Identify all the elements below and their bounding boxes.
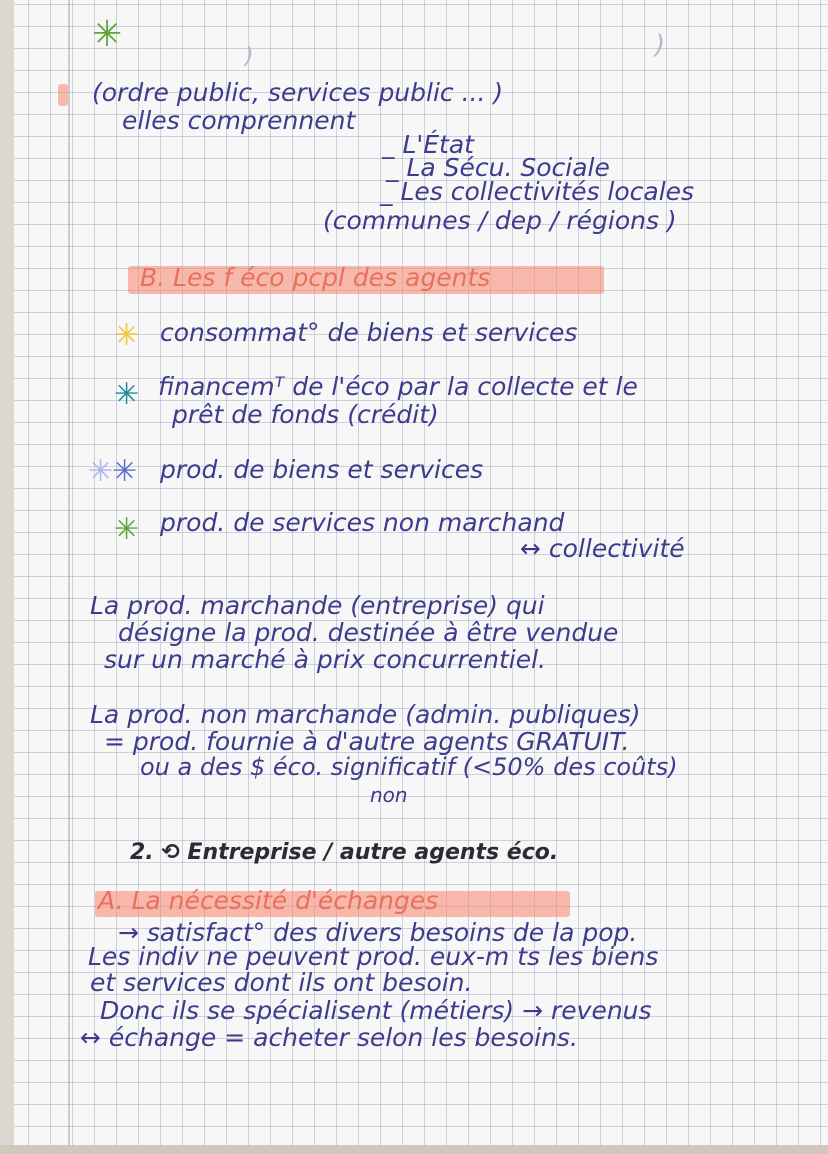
section-title-2: 2. ⟲ Entreprise / autre agents éco. [130, 840, 559, 865]
text-line: _ La Sécu. Sociale [386, 153, 610, 182]
section-heading-b: B. Les f éco pcpl des agents [140, 263, 491, 292]
text-line: (communes / dep / régions ) [323, 206, 677, 235]
page-bottom-edge [0, 1145, 828, 1154]
text-line: Donc ils se spécialisent (métiers) → revenus [100, 996, 652, 1025]
text-line: (ordre public, services public ... ) [92, 78, 504, 107]
text-line: et services dont ils ont besoin. [90, 968, 473, 997]
green-star-icon: ✳ [92, 14, 123, 55]
text-line: Les indiv ne peuvent prod. eux-m ts les biens [88, 942, 659, 971]
page-edge [0, 0, 14, 1154]
pen-mark: ) [245, 44, 254, 69]
blue-star-icon: ✳ [88, 454, 114, 489]
text-line: = prod. fournie à d'autre agents GRATUIT. [104, 727, 630, 756]
bullet-text: financemᵀ de l'éco par la collecte et le [158, 372, 638, 401]
text-line: _ Les collectivités locales [380, 177, 695, 206]
text-line: elles comprennent [122, 106, 356, 135]
yellow-star-icon: ✳ [114, 318, 140, 353]
section-heading-a: A. La nécessité d'échanges [98, 886, 439, 915]
bullet-text: prod. de biens et services [160, 455, 484, 484]
bullet-text: prêt de fonds (crédit) [172, 400, 439, 429]
text-line: non [370, 783, 408, 807]
teal-star-icon: ✳ [114, 377, 140, 412]
text-line: désigne la prod. destinée à être vendue [118, 618, 619, 647]
bullet-text: consommat° de biens et services [160, 318, 578, 347]
blue-star-icon: ✳ [112, 454, 138, 489]
text-line: ou a des $ éco. significatif (<50% des coûts) [140, 753, 678, 781]
bullet-text: prod. de services non marchand [160, 508, 565, 537]
bullet-text: ↔ collectivité [520, 534, 685, 563]
text-line: sur un marché à prix concurrentiel. [104, 645, 546, 674]
text-line: La prod. non marchande (admin. publiques) [90, 700, 641, 729]
text-line: ↔ échange = acheter selon les besoins. [80, 1023, 578, 1052]
margin-line [68, 0, 70, 1154]
text-line: _ L'État [382, 130, 474, 159]
pen-mark: ) [655, 30, 666, 60]
text-line: La prod. marchande (entreprise) qui [90, 591, 545, 620]
text-line: → satisfact° des divers besoins de la pop. [118, 918, 638, 947]
green-star-icon: ✳ [114, 512, 140, 547]
margin-highlight [58, 84, 68, 106]
